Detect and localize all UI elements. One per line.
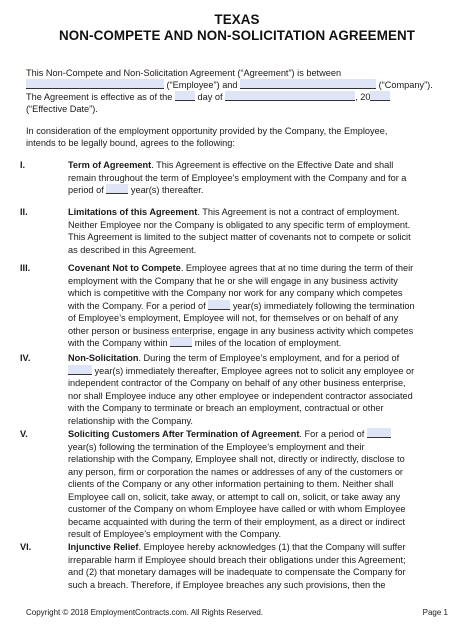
section-number: VI. bbox=[20, 542, 32, 552]
section-heading: Non-Solicitation bbox=[68, 353, 139, 363]
section-body: Limitations of this Agreement. This Agreement is not a contract of employment. Neither Employee nor the Company is obligated to any specific term of employment. This Agreement is limited to the subject matter of covenants not to compete or solicit as described in this Agreement. bbox=[68, 207, 411, 255]
effective-day-field[interactable] bbox=[175, 91, 195, 101]
consideration-line-1: In consideration of the employment opportunity provided by the Company, the Employee, bbox=[26, 126, 388, 136]
noncompete-years-field[interactable] bbox=[208, 300, 230, 310]
footer-copyright: Copyright © 2018 EmploymentContracts.com. All Rights Reserved. bbox=[26, 608, 264, 617]
intro-line-4: (“Effective Date”). bbox=[26, 104, 98, 114]
customer-years-field[interactable] bbox=[367, 428, 391, 438]
intro-line-2 bbox=[26, 79, 433, 92]
consideration-line-2: intends to be legally bound, agrees to the following: bbox=[26, 138, 235, 148]
employee-name-field[interactable] bbox=[26, 79, 164, 89]
nonsolicit-years-field[interactable] bbox=[68, 365, 92, 375]
term-years-field[interactable] bbox=[106, 184, 128, 194]
effective-month-field[interactable] bbox=[225, 91, 355, 101]
footer-page-number: Page 1 bbox=[422, 608, 448, 617]
company-name-field[interactable] bbox=[240, 79, 376, 89]
intro-line-1: This Non-Compete and Non-Solicitation Agreement (“Agreement”) is between bbox=[26, 68, 342, 78]
section-number: II. bbox=[20, 207, 28, 217]
section-body: Term of Agreement. This Agreement is effective on the Effective Date and shall remain throughout the term of Employee’s employment with the Company and for a period of year(s) thereafter. bbox=[68, 160, 407, 195]
intro-company-label: (“Company”). bbox=[376, 80, 433, 90]
section-heading: Covenant Not to Compete bbox=[68, 263, 181, 273]
section-number: IV. bbox=[20, 353, 31, 363]
section-body: Covenant Not to Compete. Employee agrees that at no time during the term of their employment with the Company that he or she will engage in any business activity which is competitive with the Company nor work for any company which competes with the Company. For a period of year(s) immediately following the termination of Employee’s employment, Employee will not, for themselves or on behalf of any other person or business enterprise, engage in any business activity which competes with the Company within miles of the location of employment. bbox=[68, 263, 415, 348]
section-body: Soliciting Customers After Termination of Agreement. For a period of year(s) following the termination of the Employee’s employment and their relationship with the Company, Employee shall not, directly or indirectly, disclose to any person, firm or corporation the names or addresses of any of the customers or clients of the Company or any other information pertaining to them. Neither shall Employee call on, solicit, take away, or attempt to call on, solicit, or take away any customer of the Company on whom Employee have called or with whom Employee became acquainted with during the term of their employment, as a direct or indirect result of Employee’s employment with the Company. bbox=[68, 429, 406, 539]
section-body: Non-Solicitation. During the term of Employee’s employment, and for a period of year(s) immediately thereafter, Employee agrees not to solicit any employee or independent contractor of the Company on behalf of any other business enterprise, nor shall Employee induce any other employee or independent contractor associated with the Company to terminate or breach an employment, contractual or other relationship with the Company. bbox=[68, 353, 415, 426]
section-heading: Term of Agreement bbox=[68, 160, 152, 170]
section-body: Injunctive Relief. Employee hereby acknowledges (1) that the Company will suffer irreparable harm if Employee should breach their obligations under this Agreement; and (2) that monetary damages will be inadequate to compensate the Company for such a breach. Therefore, if Employee breaches any such provisions, then the bbox=[68, 542, 406, 590]
intro-employee-label: (“Employee”) and bbox=[164, 80, 241, 90]
section-number: I. bbox=[20, 160, 26, 170]
section-heading: Injunctive Relief bbox=[68, 542, 139, 552]
title-agreement: NON-COMPETE AND NON-SOLICITATION AGREEMENT bbox=[58, 28, 416, 43]
title-state: TEXAS bbox=[214, 12, 260, 27]
noncompete-miles-field[interactable] bbox=[170, 337, 192, 347]
effective-year-field[interactable] bbox=[370, 91, 390, 101]
section-number: III. bbox=[20, 263, 31, 273]
intro-line-3: The Agreement is effective as of the day of , 20 bbox=[26, 91, 390, 104]
section-number: V. bbox=[20, 429, 28, 439]
section-heading: Limitations of this Agreement bbox=[68, 207, 198, 217]
section-heading: Soliciting Customers After Termination of Agreement bbox=[68, 429, 300, 439]
